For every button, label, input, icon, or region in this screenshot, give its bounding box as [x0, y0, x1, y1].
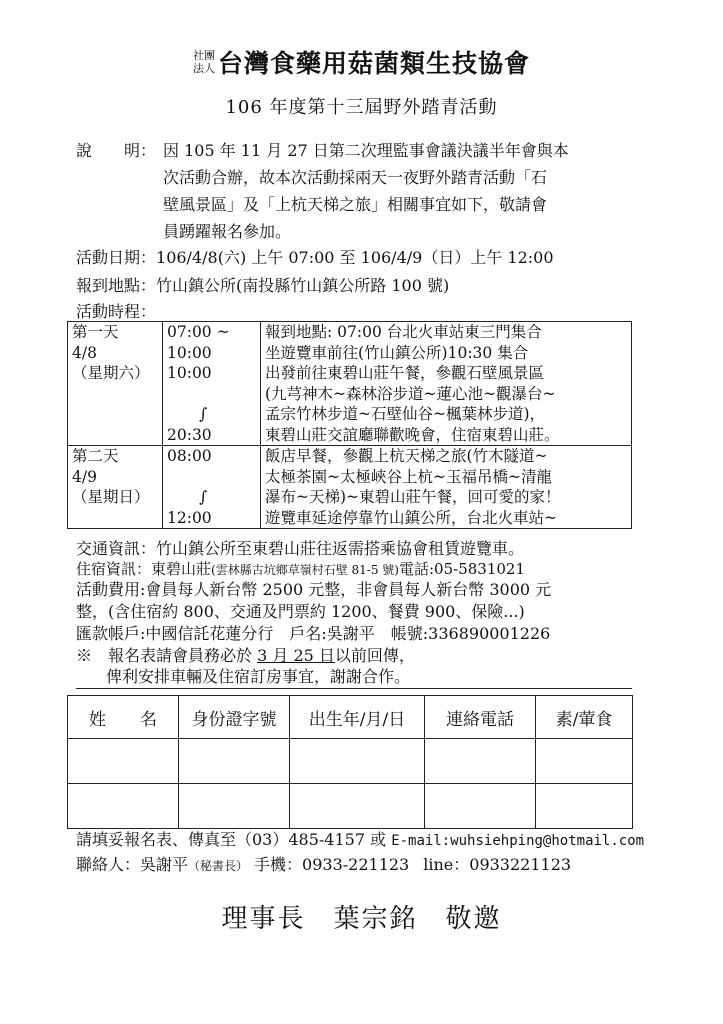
day2-cell — [68, 446, 163, 529]
fax-line — [76, 828, 644, 853]
time-range-mark: ∫ — [199, 405, 208, 423]
intro-line: 因 105 年 11 月 27 日第二次理監事會議決議半年會與本 — [163, 141, 569, 160]
desc-line: 出發前往東碧山莊午餐，參觀石壁風景區 — [265, 364, 545, 382]
time-range-mark: ∫ — [199, 488, 208, 506]
fax-text: 請填妥報名表、傳真至（03）485-4157 或 — [76, 830, 392, 849]
signature: 理事長 葉宗銘 敬邀 — [221, 904, 502, 934]
day-weekday: （星期六） — [72, 364, 150, 382]
intro-line: 次活動合辦，故本次活動採兩天一夜野外踏青活動「石 — [163, 168, 548, 187]
bank-info: 匯款帳戶:中國信託花蓮分行 戶名:吳謝平 帳號:336890001226 — [76, 624, 551, 643]
desc-line: 瀑布~天梯)~東碧山莊午餐，回可愛的家！ — [265, 488, 561, 506]
time: 08:00 — [167, 447, 212, 465]
day-weekday: （星期日） — [72, 488, 150, 506]
location-label: 報到地點： — [76, 276, 157, 295]
form-cell-diet[interactable] — [536, 739, 633, 784]
intro-line: 壁風景區」及「上杭天梯之旅」相關事宜如下，敬請會 — [163, 195, 548, 214]
form-header-id: 身份證字號 — [179, 696, 290, 739]
form-row — [68, 739, 633, 784]
event-date-label: 活動日期： — [76, 248, 157, 267]
form-cell-id[interactable] — [179, 739, 290, 784]
contact-line-id: line：0933221123 — [423, 855, 572, 874]
org-prefix: 社團 法人 — [192, 49, 215, 75]
deadline-note-line2: 俾利安排車輛及住宿訂房事宜，謝謝合作。 — [106, 667, 411, 686]
contact-mobile: 手機：0933-221123 — [254, 855, 410, 874]
schedule-label: 活動時程： — [76, 302, 157, 321]
lodging-name: 東碧山莊 — [151, 560, 212, 578]
divider — [76, 688, 632, 689]
form-cell-birthdate[interactable] — [290, 784, 425, 829]
deadline-note — [76, 645, 415, 667]
schedule-row-day2 — [68, 446, 632, 529]
form-cell-birthdate[interactable] — [290, 739, 425, 784]
time: 10:00 — [167, 343, 212, 362]
org-name: 台灣食藥用菇菌類生技協會 — [217, 49, 530, 78]
time: 10:00 — [167, 364, 212, 382]
intro-label: 說 明： — [76, 141, 157, 160]
time: 07:00 ~ — [167, 323, 230, 341]
form-cell-id[interactable] — [179, 784, 290, 829]
contact-line — [76, 853, 571, 878]
desc-line: 飯店早餐，參觀上杭天梯之旅(竹木隧道~ — [265, 447, 548, 465]
form-header-diet: 素/葷食 — [536, 696, 633, 739]
registration-form — [67, 695, 633, 829]
desc-line: 孟宗竹林步道~石壁仙谷~楓葉林步道)， — [265, 405, 546, 423]
day1-time-cell — [163, 322, 261, 446]
form-header-row — [68, 696, 633, 739]
location — [76, 272, 449, 299]
event-title: 106 年度第十三屆野外踏青活動 — [225, 97, 498, 118]
deadline-date: 3 月 25 日 — [257, 646, 335, 665]
desc-line: 東碧山莊交誼廳聯歡晚會，住宿東碧山莊。 — [265, 425, 560, 444]
location-value: 竹山鎮公所(南投縣竹山鎮公所路 100 號) — [156, 276, 450, 295]
desc-line: 遊覽車延途停靠竹山鎮公所，台北火車站~ — [265, 508, 557, 527]
desc-line: (九芎神木~森林浴步道~蓮心池~觀瀑台~ — [265, 384, 556, 403]
day-date: 4/8 — [72, 343, 97, 362]
desc-line: 報到地點: 07:00 台北火車站東三門集合 — [265, 323, 542, 341]
day2-time-cell — [163, 446, 261, 529]
email-address: E-mail:wuhsiehping@hotmail.com — [391, 833, 645, 849]
form-cell-phone[interactable] — [425, 784, 536, 829]
schedule-row-day1 — [68, 322, 632, 446]
day2-desc-cell — [261, 446, 632, 529]
form-cell-name[interactable] — [68, 739, 179, 784]
form-header-name: 姓 名 — [68, 696, 179, 739]
day-date: 4/9 — [72, 467, 97, 486]
time: 20:30 — [167, 425, 212, 444]
contact-title: （秘書長） — [188, 859, 249, 873]
desc-line: 坐遊覽車前往(竹山鎮公所)10:30 集合 — [265, 343, 529, 362]
fee-line: 活動費用:會員每人新台幣 2500 元整，非會員每人新台幣 3000 元 — [76, 580, 552, 599]
event-date-value: 106/4/8(六) 上午 07:00 至 106/4/9（日）上午 12:00 — [156, 248, 554, 267]
desc-line: 太極茶園~太極峽谷上杭~玉福吊橋~清龍 — [265, 467, 552, 486]
fee-line: 整，(含住宿約 800、交通及門票約 1200、餐費 900、保險...) — [76, 602, 525, 621]
day-label: 第二天 — [72, 447, 119, 465]
day-label: 第一天 — [72, 323, 119, 341]
contact-person: 聯絡人：吳謝平 — [76, 855, 189, 874]
transport-info: 交通資訊：竹山鎮公所至東碧山莊往返需搭乘協會租賃遊覽車。 — [76, 539, 525, 558]
lodging-label: 住宿資訊： — [76, 560, 152, 578]
form-cell-name[interactable] — [68, 784, 179, 829]
day1-cell — [68, 322, 163, 446]
document-header — [0, 44, 723, 80]
event-date — [76, 244, 554, 271]
lodging-info — [76, 558, 525, 581]
form-cell-diet[interactable] — [536, 784, 633, 829]
form-row — [68, 784, 633, 829]
note-suffix: 以前回傳， — [334, 646, 415, 665]
lodging-address: (雲林縣古坑鄉草嶺村石壁 81-5 號) — [211, 563, 399, 577]
day1-desc-cell — [261, 322, 632, 446]
intro-line: 員踴躍報名參加。 — [163, 222, 292, 241]
form-cell-phone[interactable] — [425, 739, 536, 784]
schedule-table — [67, 321, 632, 529]
form-header-birthdate: 出生年/月/日 — [290, 696, 425, 739]
time: 12:00 — [167, 508, 212, 527]
note-prefix: ※ 報名表請會員務必於 — [76, 646, 258, 665]
form-header-phone: 連絡電話 — [425, 696, 536, 739]
lodging-phone: 電話:05-5831021 — [398, 560, 525, 578]
